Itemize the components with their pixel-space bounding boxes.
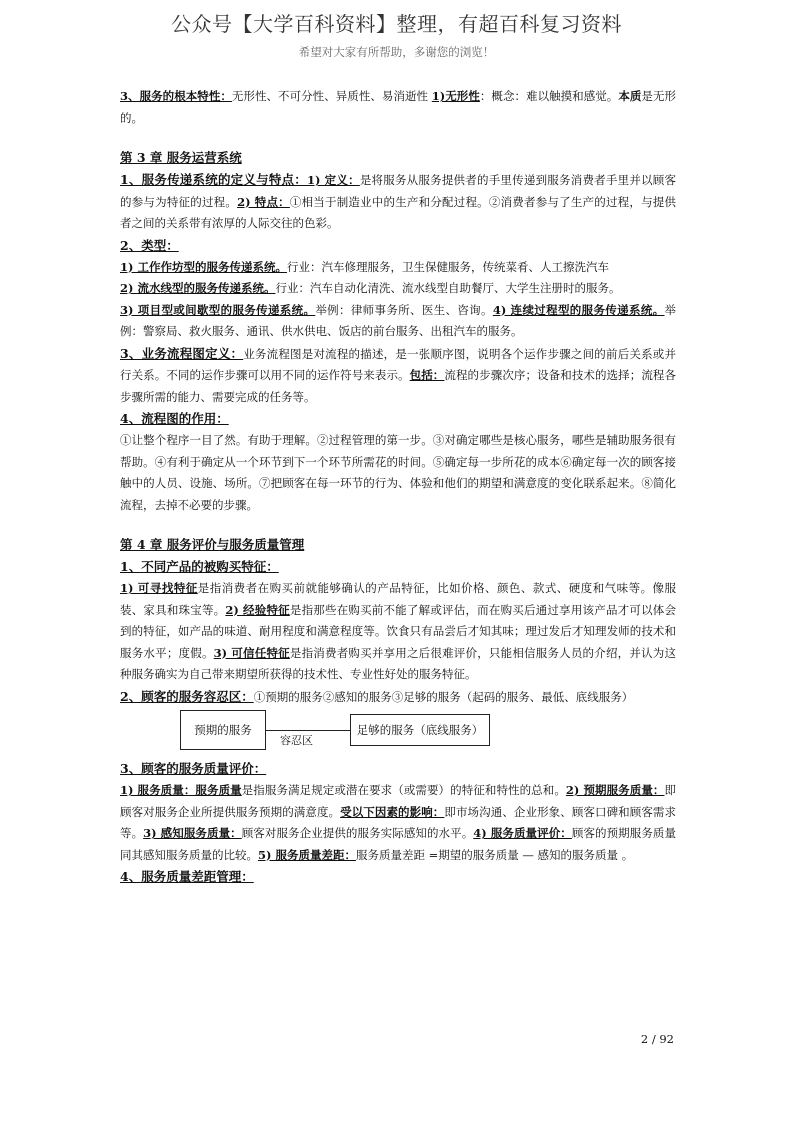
flowchart-definition <box>120 343 676 409</box>
document-header-title: 公众号【大学百科资料】整理，有超百科复习资料 <box>171 12 622 36</box>
body-text: 是无形的。 <box>120 89 676 125</box>
term-label: 1)无形性 <box>431 89 480 103</box>
term-label: 3) 项目型或间歇型的服务传递系统。 <box>120 302 316 317</box>
expected-service-box: 预期的服务 <box>180 710 266 750</box>
body-text: ①预期的服务②感知的服务③足够的服务（起码的服务、最低、底线服务） <box>253 689 634 704</box>
term-label: 2) 流水线型的服务传递系统。 <box>120 281 276 295</box>
term-label: 1) 服务质量：服务质量 <box>120 783 242 797</box>
section-heading: 1、不同产品的被购买特征： <box>120 559 279 574</box>
chapter-3-title: 第 3 章 服务运营系统 <box>120 150 242 165</box>
body-text: 顾客的预期服务质量同其感知服务质量的比较。 <box>120 826 676 862</box>
section-heading: 4、服务质量差距管理： <box>120 869 254 884</box>
body-text: 是指消费者购买并享用之后很难评价，只能相信服务人员的介绍，并认为这种服务确实为自己带来期望所获得的技术性、专业性好处的服务特征。 <box>120 645 677 681</box>
delivery-system-definition <box>120 169 676 235</box>
section-heading: 3、业务流程图定义： <box>120 345 244 361</box>
body-text: 行业：汽车修理服务，卫生保健服务，传统菜肴、人工擦洗汽车 <box>286 259 609 274</box>
term-label: 2) 经验特征 <box>225 602 290 617</box>
body-text: 顾客对服务企业提供的服务实际感知的水平。 <box>241 826 474 840</box>
type-item <box>120 257 676 279</box>
term-label: 4) 连续过程型的服务传递系统。 <box>492 302 665 317</box>
section-heading: 2、类型： <box>120 237 179 253</box>
quality-evaluation <box>120 780 676 866</box>
adequate-service-box: 足够的服务（底线服务） <box>350 714 490 746</box>
term-label: 受以下因素的影响： <box>340 804 445 819</box>
tolerance-zone-line <box>120 686 676 709</box>
section-heading: 3、服务的根本特性： <box>120 89 232 103</box>
purchase-features <box>120 578 676 686</box>
term-label: 2) 预期服务质量： <box>565 783 665 797</box>
term-label: 4) 服务质量评价： <box>473 826 572 840</box>
tolerance-zone-label: 容忍区 <box>280 734 313 747</box>
body-text: 业务流程图是对流程的描述，是一张顺序图，说明各个运作步骤之间的前后关系或并行关系。不同的运作步骤可以用不同的运作符号来表示。 <box>120 346 677 382</box>
term-label: 包括： <box>409 368 445 382</box>
page-content <box>120 86 676 888</box>
body-text: ①相当于制造业中的生产和分配过程。②消费者参与了生产的过程，与提供者之间的关系带有浓厚的人际交往的色彩。 <box>120 194 676 230</box>
tolerance-connector <box>266 730 350 731</box>
type-item <box>120 300 676 343</box>
body-text: 服务质量差距 =期望的服务质量 — 感知的服务质量 。 <box>355 847 634 862</box>
body-text: 是指服务满足规定或潜在要求（或需要）的特征和特性的总和。 <box>241 783 566 797</box>
body-text: 是指那些在购买前不能了解或评估，而在购买后通过享用该产品才可以体会到的特征，如产品的味道、耐用程度和满意程度等。饮食只有品尝后才知其味；理过发后才知理发师的技术和服务水平；度假。 <box>120 602 676 660</box>
section-heading: 4、流程图的作用： <box>120 411 229 426</box>
body-text: 举例：警察局、救火服务、通讯、供水供电、饭店的前台服务、出租汽车的服务。 <box>120 302 676 338</box>
term-label: 1) 定义： <box>306 173 360 187</box>
tolerance-zone-diagram <box>120 710 676 754</box>
body-text: 行业：汽车自动化清洗、流水线型自助餐厅、大学生注册时的服务。 <box>275 281 621 295</box>
section-heading: 3、顾客的服务质量评价： <box>120 761 267 776</box>
section-heading: 2、顾客的服务容忍区： <box>120 688 254 704</box>
flowchart-functions: ①让整个程序一目了然。有助于理解。②过程管理的第一步。③对确定哪些是核心服务，哪些是辅助服务很有帮助。④有利于确定从一个环节到下一个环节所需花的时间。⑤确定每一步所花的成本⑥确定每一次的顾客接触中的人员、设施、场所。⑦把顾客在每一环节的行为、体验和他们的期望和满意度的变化联系起来。⑧简化流程，去掉不必要的步骤。 <box>120 433 676 512</box>
body-text: 流程的步骤次序；设备和技术的选择；流程各步骤所需的能力、需要完成的任务等。 <box>120 368 677 404</box>
body-text: 是将服务从服务提供者的手里传递到服务消费者手里并以顾客的参与为特征的过程。 <box>120 173 676 209</box>
body-text: ：概念：难以触摸和感觉。 <box>479 89 619 103</box>
page-number: 2 / 92 <box>640 1032 674 1046</box>
term-label: 5) 服务质量差距： <box>258 847 356 862</box>
term-label: 1) 工作作坊型的服务传递系统。 <box>120 259 287 274</box>
document-header-subtitle: 希望对大家有所帮助，多谢您的浏览！ <box>298 45 495 59</box>
service-characteristics-paragraph <box>120 86 676 129</box>
term-label: 2) 特点： <box>237 194 290 209</box>
term-label: 本质 <box>618 89 642 103</box>
term-label: 1) 可寻找特征 <box>120 581 198 595</box>
term-label: 3) 感知服务质量： <box>143 826 242 840</box>
body-text: 是指消费者在购买前就能够确认的产品特征，比如价格、颜色、款式、硬度和气味等。像服装、家具和珠宝等。 <box>120 581 677 617</box>
section-heading: 1、服务传递系统的定义与特点： <box>120 172 307 187</box>
body-text: 举例：律师事务所、医生、咨询。 <box>315 302 493 317</box>
body-text: 即市场沟通、企业形象、顾客口碑和顾客需求等。 <box>120 804 677 840</box>
body-text: 无形性、不可分性、异质性、易消逝性 <box>231 89 432 103</box>
term-label: 3) 可信任特征 <box>213 645 290 660</box>
body-text: 即顾客对服务企业所提供服务预期的满意度。 <box>120 783 676 819</box>
chapter-4-title: 第 4 章 服务评价与服务质量管理 <box>120 537 305 552</box>
type-item <box>120 278 676 300</box>
